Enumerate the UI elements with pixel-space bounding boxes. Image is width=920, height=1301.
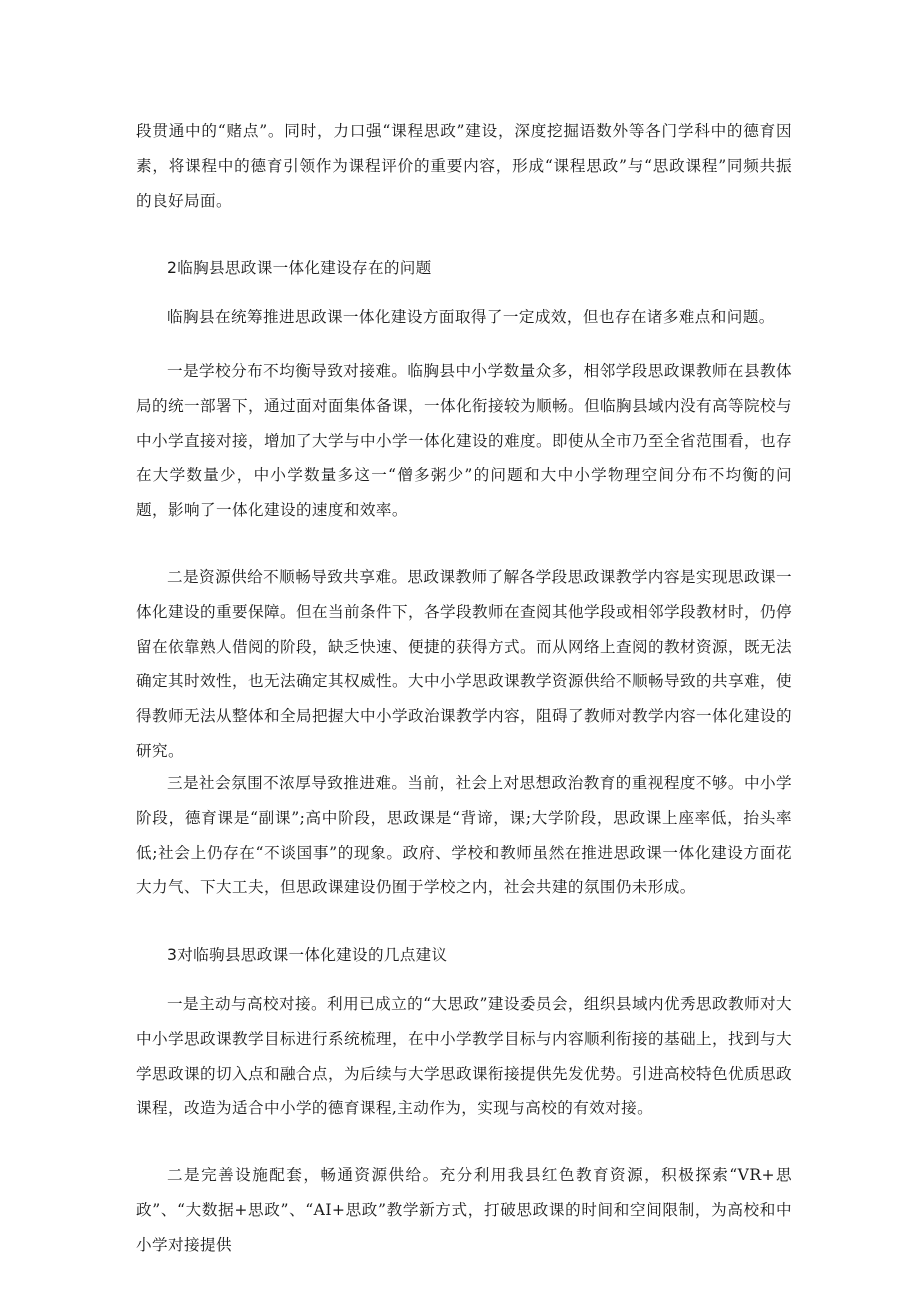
paragraph-problem-social-atmosphere: 三是社会氛围不浓厚导致推进难。当前，社会上对思想政治教育的重视程度不够。中小学阶段，德育课是“副课”;高中阶段，思政课是“背谛，课;大学阶段，思政课上座率低，抬头率低;社会上仍存在“不谈国事”的现象。政府、学校和教师虽然在推进思政课一体化建设方面花大力气、下大工夫，但思政课建设仍囿于学校之内，社会共建的氛围仍未形成。	[136, 774, 792, 897]
paragraph-suggestion-facilities: 二是完善设施配套，畅通资源供给。充分利用我县红色教育资源，积极探索“VR+思政”、“大数据+思政”、“AI+思政”教学新方式，打破思政课的时间和空间限制，为高校和中小学对接提供	[136, 1166, 792, 1254]
section-heading-suggestions: 3对临驹县思政课一体化建设的几点建议	[167, 946, 448, 964]
section-heading-problems: 2临胸县思政课一体化建设存在的问题	[167, 259, 432, 277]
paragraph-problem-school-distribution: 一是学校分布不均衡导致对接难。临胸县中小学数量众多，相邻学段思政课教师在县教体局的统一部署下，通过面对面集体备课，一体化衔接较为顺畅。但临胸县域内没有高等院校与中小学直接对接，增加了大学与中小学一体化建设的难度。即使从全市乃至全省范围看，也存在大学数量少，中小学数量多这一“僧多粥少”的问题和大中小学物理空间分布不均衡的问题，影响了一体化建设的速度和效率。	[136, 362, 792, 520]
paragraph-school-stage-continuation: 段贯通中的“赌点”。同时，力口强“课程思政”建设，深度挖掘语数外等各门学科中的德育因素，将课程中的德育引领作为课程评价的重要内容，形成“课程思政”与“思政课程”同频共振的良好局面。	[136, 122, 792, 210]
paragraph-suggestion-university-connection: 一是主动与高校对接。利用已成立的“大思政”建设委员会，组织县域内优秀思政教师对大中小学思政课教学目标进行系统梳理，在中小学教学目标与内容顺利衔接的基础上，找到与大学思政课的切入点和融合点，为后续与大学思政课衔接提供先发优势。引进高校特色优质思政课程，改造为适合中小学的德育课程,主动作为，实现与高校的有效对接。	[136, 995, 792, 1118]
paragraph-problems-intro: 临胸县在统筹推进思政课一体化建设方面取得了一定成效，但也存在诸多难点和问题。	[167, 308, 775, 326]
paragraph-problem-resource-supply: 二是资源供给不顺畅导致共享难。思政课教师了解各学段思政课教学内容是实现思政课一体化建设的重要保障。但在当前条件下，各学段教师在查阅其他学段或相邻学段教材时，仍停留在依靠熟人借阅的阶段，缺乏快速、便捷的获得方式。而从网络上查阅的教材资源，既无法确定其时效性，也无法确定其权威性。大中小学思政课教学资源供给不顺畅导致的共享难，使得教师无法从整体和全局把握大中小学政治课教学内容，阻碍了教师对教学内容一体化建设的研究。	[136, 568, 792, 760]
